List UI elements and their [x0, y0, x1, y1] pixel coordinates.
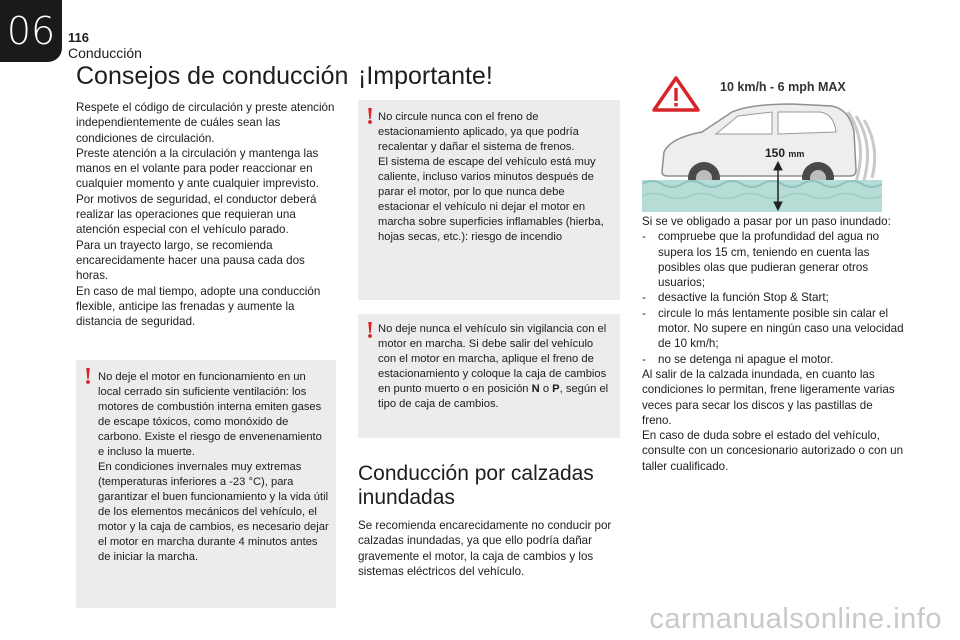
- driving-tips-title: Consejos de conducción: [76, 62, 349, 90]
- warning-icon: !: [366, 318, 374, 344]
- list-item: [642, 352, 904, 367]
- page-number: 116: [68, 30, 89, 45]
- paragraph: Se recomienda encarecidamente no conducir por calzadas inundadas, ya que ello podría dañar gravemente el motor, la caja de cambios y los sistemas eléctricos del vehículo.: [358, 519, 612, 578]
- list-text: no se detenga ni apague el motor.: [658, 352, 834, 366]
- paragraph: Al salir de la calzada inundada, en cuanto las condiciones lo permitan, frene ligeramente varias veces para secar los discos y las pastillas de freno.: [642, 367, 895, 427]
- list-item: [642, 290, 904, 305]
- paragraph: No circule nunca con el freno de estacionamiento aplicado, ya que podría recalentar y dañar el sistema de frenos.: [378, 111, 579, 153]
- important-title: ¡Importante!: [358, 62, 493, 90]
- list-item: [642, 306, 904, 352]
- paragraph: [378, 322, 614, 412]
- text-segment: , según el tipo de caja de cambios.: [378, 383, 609, 410]
- water-depth-label: [765, 146, 804, 160]
- paragraph: En caso de duda sobre el estado del vehículo, consulte con un concesionario autorizado o con un taller cualificado.: [642, 429, 904, 473]
- driving-tips-text: [76, 100, 338, 329]
- text-segment: No deje nunca el vehículo sin vigilancia con el motor en marcha. Si debe salir del vehículo con el motor en marcha, aplique el freno de estacionamiento y coloque la caja de cambios en punto muerto o en posición: [378, 323, 607, 395]
- depth-unit: mm: [788, 149, 805, 159]
- warning-text: [98, 370, 330, 565]
- gear-p: P: [552, 383, 560, 395]
- text-segment: o: [539, 383, 553, 395]
- depth-value: 150: [765, 146, 786, 160]
- warning-text: [378, 322, 614, 412]
- paragraph: Respete el código de circulación y preste atención independientemente de cuáles sean las condiciones de circulación.: [76, 101, 335, 145]
- water-icon: [642, 180, 882, 212]
- section-label: Conducción: [68, 45, 142, 61]
- warning-box-unattended: [358, 314, 620, 438]
- paragraph: Por motivos de seguridad, el conductor deberá realizar las operaciones que requieran una atención especial con el vehículo parado.: [76, 192, 317, 237]
- paragraph: Para un trayecto largo, se recomienda encarecidamente hacer una pausa cada dos horas.: [76, 238, 305, 283]
- warning-icon: !: [84, 364, 92, 390]
- warning-box-parking-brake: [358, 100, 620, 300]
- list-dash: -: [642, 291, 646, 305]
- list-text: compruebe que la profundidad del agua no supera los 15 cm, teniendo en cuenta las posibles olas que pudieran generar otros usuarios;: [658, 230, 880, 290]
- warning-icon: !: [366, 104, 374, 130]
- paragraph: Si se ve obligado a pasar por un paso inundado:: [642, 215, 891, 228]
- speed-limit-label: 10 km/h - 6 mph MAX: [720, 80, 846, 94]
- chapter-badge: [0, 0, 62, 62]
- gear-n: N: [531, 383, 540, 395]
- paragraph: Preste atención a la circulación y mantenga las manos en el volante para poder reaccionar en cualquier momento y ante cualquier imprevisto.: [76, 146, 319, 191]
- list-dash: -: [642, 230, 646, 244]
- list-text: circule lo más lentamente posible sin calar el motor. No supere en ningún caso una velocidad de 10 km/h;: [658, 306, 904, 351]
- flooded-roads-title: Conducción por calzadas inundadas: [358, 462, 594, 509]
- flooded-roads-text: [358, 518, 620, 579]
- paragraph: En caso de mal tiempo, adopte una conducción flexible, anticipe las frenadas y aumente la distancia de seguridad.: [76, 284, 321, 329]
- paragraph: En condiciones invernales muy extremas (temperaturas inferiores a -23 °C), para garantizar el buen funcionamiento y la vida útil de los elementos mecánicos del vehículo, el motor y la caja de cambios, es necesario dejar el motor en marcha durante 4 minutos antes de iniciar la marcha.: [98, 461, 329, 563]
- list-item: [642, 229, 904, 290]
- paragraph: El sistema de escape del vehículo está muy caliente, incluso varios minutos después de parar el motor, por lo que nunca debe estacionar el vehículo ni dejar el motor en marcha sobre superficies inflamables (hierba, hojas secas, etc.): riesgo de incendio: [378, 156, 604, 243]
- paragraph: No deje el motor en funcionamiento en un local cerrado sin suficiente ventilación: los motores de combustión interna emiten gases de escape tóxicos, como monóxido de carbono. Existe el riesgo de envenenamiento e incluso la muerte.: [98, 371, 322, 458]
- chapter-number: 06: [6, 9, 56, 53]
- watermark: carmanualsonline.info: [649, 603, 942, 635]
- warning-box-exhaust: [76, 360, 336, 608]
- warning-triangle-icon: [654, 78, 698, 110]
- list-dash: -: [642, 352, 646, 366]
- list-text: desactive la función Stop & Start;: [658, 291, 829, 305]
- warning-text: [378, 110, 614, 245]
- list-dash: -: [642, 306, 646, 320]
- flooded-road-instructions: [642, 214, 904, 474]
